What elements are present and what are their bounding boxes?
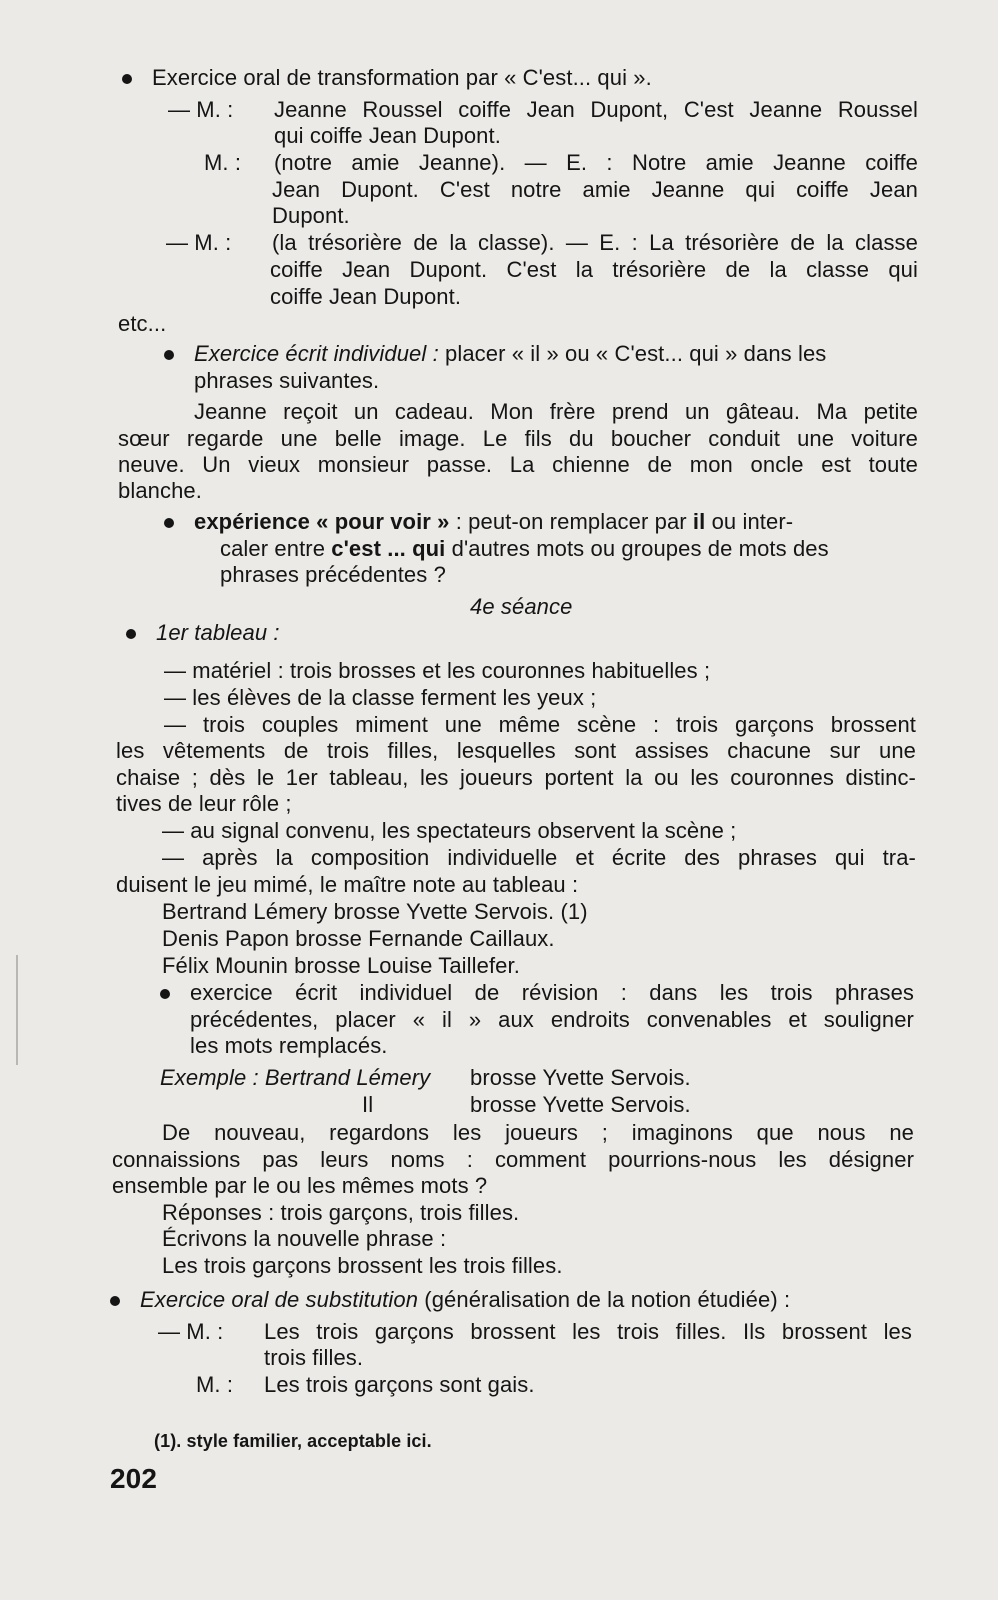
- subsection-title: 1er tableau :: [156, 620, 280, 645]
- text-line: chaise ; dès le 1er tableau, les joueurs portent la ou les couronnes distinc-: [116, 765, 916, 790]
- text-line: trois filles.: [264, 1345, 364, 1370]
- text-line: — matériel : trois brosses et les couronnes habituelles ;: [164, 658, 711, 683]
- text-line: précédentes, placer « il » aux endroits convenables et souligner: [190, 1007, 914, 1032]
- speaker-label: — M. :: [158, 1319, 224, 1344]
- text-line: Jeanne Roussel coiffe Jean Dupont, C'est Jeanne Roussel: [274, 97, 918, 122]
- example-sentence: brosse Yvette Servois.: [470, 1065, 691, 1090]
- example-pronoun: Il: [362, 1092, 374, 1117]
- text-line: Dupont.: [272, 203, 350, 228]
- text-line: (la trésorière de la classe). — E. : La trésorière de la classe: [272, 230, 918, 255]
- text-line: De nouveau, regardons les joueurs ; imaginons que nous ne: [162, 1120, 914, 1145]
- exercise-heading: [140, 1287, 790, 1313]
- exercise-instruction: placer « il » ou « C'est... qui » dans les: [445, 341, 827, 366]
- speaker-label: — M. :: [166, 230, 232, 255]
- text-line: etc...: [118, 311, 167, 336]
- exercise-heading: [194, 341, 826, 367]
- text-line: les mots remplacés.: [190, 1033, 388, 1058]
- text-line: phrases suivantes.: [194, 368, 380, 393]
- example-sentence: Les trois garçons brossent les trois filles.: [162, 1253, 563, 1278]
- text-line: (notre amie Jeanne). — E. : Notre amie Jeanne coiffe: [274, 150, 918, 175]
- margin-mark: [16, 955, 18, 1065]
- text-span: ou inter-: [711, 509, 794, 534]
- text-line: qui coiffe Jean Dupont.: [274, 123, 501, 148]
- text-line: Jean Dupont. C'est notre amie Jeanne qui coiffe Jean: [272, 177, 918, 202]
- text-span: : peut-on remplacer par: [455, 509, 687, 534]
- speaker-label: — M. :: [168, 97, 234, 122]
- text-line: — au signal convenu, les spectateurs observent la scène ;: [162, 818, 737, 843]
- text-line: [220, 536, 829, 562]
- text-line: coiffe Jean Dupont. C'est la trésorière de la classe qui: [270, 257, 918, 282]
- speaker-label: M. :: [204, 150, 242, 175]
- text-line: tives de leur rôle ;: [116, 791, 292, 816]
- text-line: Réponses : trois garçons, trois filles.: [162, 1200, 520, 1225]
- experiment-heading: [194, 509, 793, 535]
- text-line: Les trois garçons brossent les trois filles. Ils brossent les: [264, 1319, 912, 1344]
- text-line: — les élèves de la classe ferment les yeux ;: [164, 685, 597, 710]
- exercise-title: Exercice oral de substitution: [140, 1287, 419, 1312]
- example-label: Exemple : Bertrand Lémery: [160, 1065, 431, 1090]
- text-line: Jeanne reçoit un cadeau. Mon frère prend un gâteau. Ma petite: [194, 399, 918, 424]
- text-span: caler entre: [220, 536, 326, 561]
- exercise-heading: Exercice oral de transformation par « C'est... qui ».: [152, 65, 652, 90]
- text-line: neuve. Un vieux monsieur passe. La chienne de mon oncle est toute: [118, 452, 918, 477]
- text-line: blanche.: [118, 478, 202, 503]
- section-title: 4e séance: [470, 594, 573, 619]
- footnote: (1). style familier, acceptable ici.: [154, 1431, 432, 1451]
- text-line: les vêtements de trois filles, lesquelles sont assises chacune sur une: [116, 738, 916, 763]
- exercise-title: Exercice écrit individuel :: [194, 341, 439, 366]
- exercise-instruction: (généralisation de la notion étudiée) :: [424, 1287, 791, 1312]
- text-span: d'autres mots ou groupes de mots des: [451, 536, 829, 561]
- speaker-label: M. :: [196, 1372, 234, 1397]
- text-span-bold: il: [692, 509, 706, 534]
- text-line: Les trois garçons sont gais.: [264, 1372, 535, 1397]
- example-sentence: Denis Papon brosse Fernande Caillaux.: [162, 926, 555, 951]
- text-span-bold: c'est ... qui: [331, 536, 446, 561]
- text-line: phrases précédentes ?: [220, 562, 446, 587]
- example-sentence: Félix Mounin brosse Louise Taillefer.: [162, 953, 520, 978]
- exercise-heading: exercice écrit individuel de révision : dans les trois phrases: [190, 980, 914, 1005]
- text-line: coiffe Jean Dupont.: [270, 284, 462, 309]
- example-sentence: brosse Yvette Servois.: [470, 1092, 691, 1117]
- text-line: — après la composition individuelle et écrite des phrases qui tra-: [162, 845, 916, 870]
- text-line: connaissions pas leurs noms : comment pourrions-nous les désigner: [112, 1147, 914, 1172]
- example-sentence: Bertrand Lémery brosse Yvette Servois. (1): [162, 899, 588, 924]
- text-line: — trois couples miment une même scène : trois garçons brossent: [164, 712, 916, 737]
- text-line: Écrivons la nouvelle phrase :: [162, 1226, 447, 1251]
- experiment-title: expérience « pour voir »: [194, 509, 450, 534]
- text-line: sœur regarde une belle image. Le fils du boucher conduit une voiture: [118, 426, 918, 451]
- page-number: 202: [110, 1463, 158, 1494]
- text-line: duisent le jeu mimé, le maître note au tableau :: [116, 872, 579, 897]
- text-line: ensemble par le ou les mêmes mots ?: [112, 1173, 488, 1198]
